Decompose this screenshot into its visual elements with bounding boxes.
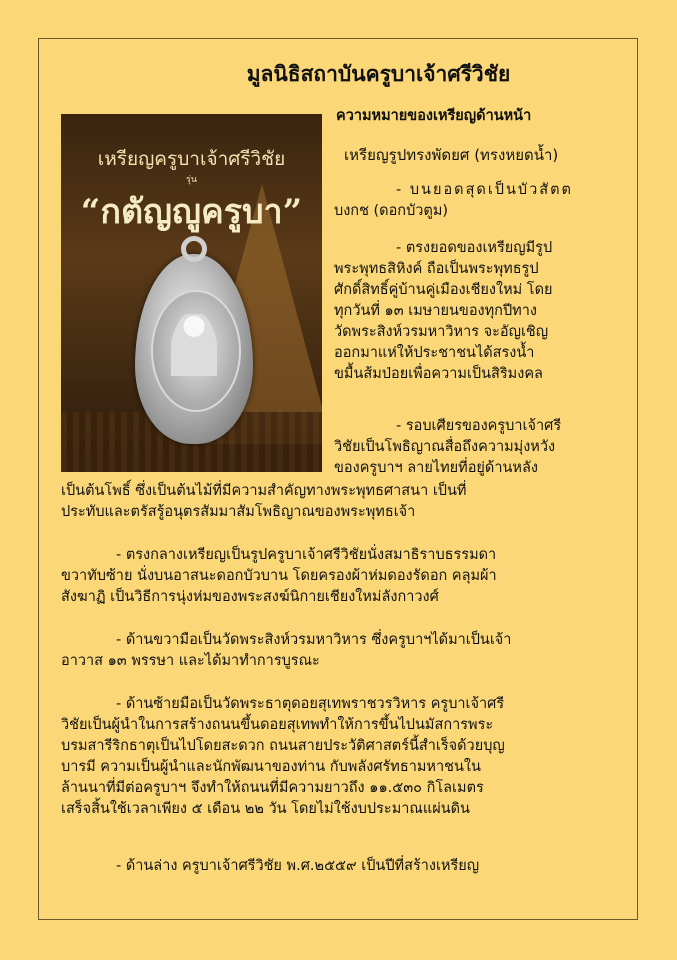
- text-line: ของครูบาฯ ลายไทยที่อยู่ด้านหลัง: [334, 460, 538, 476]
- text-line: ขมื้นส้มป่อยเพื่อความเป็นสิริมงคล: [334, 366, 543, 382]
- text-line: วิชัยเป็นผู้นำในการสร้างถนนขึ้นดอยสุเทพทำให้การขึ้นไปนมัสการพระ: [61, 717, 494, 733]
- text-line: - ด้านล่าง ครูบาเจ้าศรีวิชัย พ.ศ.๒๕๕๙ เป็นปีที่สร้างเหรียญ: [116, 858, 480, 874]
- text-line: - ด้านขวามือเป็นวัดพระสิงห์วรมหาวิหาร ซึ่งครูบาฯได้มาเป็นเจ้า: [116, 632, 512, 648]
- section-subheading: เหรียญรูปทรงพัดยศ (ทรงหยดน้ำ): [344, 146, 559, 164]
- text-line: อาวาส ๑๓ พรรษา และได้มาทำการบูรณะ: [61, 653, 320, 669]
- photo-caption-line2: รุ่น: [186, 175, 197, 185]
- page-title: มูลนิธิสถาบันครูบาเจ้าศรีวิชัย: [246, 62, 511, 86]
- text-line: - ตรงกลางเหรียญเป็นรูปครูบาเจ้าศรีวิชัยนั่งสมาธิราบธรรมดา: [116, 547, 497, 563]
- text-line: ล้านนาที่มีต่อครูบาฯ จึงทำให้ถนนที่มีความยาวถึง ๑๑.๕๓๐ กิโลเมตร: [61, 780, 484, 796]
- text-line: ทุกวันที่ ๑๓ เมษายนของทุกปีทาง: [334, 303, 537, 319]
- text-line: เสร็จสิ้นใช้เวลาเพียง ๕ เดือน ๒๒ วัน โดยไม่ใช้งบประมาณแผ่นดิน: [61, 801, 470, 817]
- photo-caption-line1: เหรียญครูบาเจ้าศรีวิชัย: [97, 148, 286, 170]
- medal-photo: [61, 114, 322, 472]
- text-line: เป็นต้นโพธิ์ ซึ่งเป็นต้นไม้ที่มีความสำคัญทางพระพุทธศาสนา เป็นที่: [61, 483, 467, 499]
- text-line: สังฆาฏิ เป็นวิธีการนุ่งห่มของพระสงฆ์นิกายเชียงใหม่ลังกาวงศ์: [61, 589, 439, 605]
- text-line: วัดพระสิงห์วรมหาวิหาร จะอัญเชิญ: [334, 324, 549, 340]
- text-line: ประทับและตรัสรู้อนุตรสัมมาสัมโพธิญาณของพระพุทธเจ้า: [61, 504, 416, 520]
- text-line: วิชัยเป็นโพธิญาณสื่อถึงความมุ่งหวัง: [334, 439, 556, 455]
- text-line: ศักดิ์สิทธิ์คู่บ้านคู่เมืองเชียงใหม่ โดย: [334, 282, 553, 298]
- text-line: บารมี ความเป็นผู้นำและนักพัฒนาของท่าน กับพลังศรัทธามหาชนใน: [61, 759, 481, 775]
- text-line: บรมสารีริกธาตุเป็นไปโดยสะดวก ถนนสายประวัติศาสตร์นี้สำเร็จด้วยบุญ: [61, 738, 505, 754]
- text-line: - บนยอดสุดเป็นบัวสัตต: [396, 182, 573, 198]
- text-line: ออกมาแห่ให้ประชาชนได้สรงน้ำ: [334, 345, 535, 361]
- section-heading: ความหมายของเหรียญด้านหน้า: [336, 108, 532, 124]
- text-line: - ตรงยอดของเหรียญมีรูป: [396, 240, 553, 256]
- text-line: - ด้านซ้ายมือเป็นวัดพระธาตุดอยสุเทพราชวรวิหาร ครูบาเจ้าศรี: [116, 696, 505, 712]
- medal-ring: [181, 236, 207, 262]
- text-line: ขวาทับซ้าย นั่งบนอาสนะดอกบัวบาน โดยครองผ้าห่มดองรัดอก คลุมผ้า: [61, 568, 497, 584]
- text-line: บงกช (ดอกบัวตูม): [334, 203, 449, 219]
- medal-figure: [171, 314, 217, 376]
- text-line: พระพุทธสิหิงค์ ถือเป็นพระพุทธรูป: [334, 261, 539, 277]
- text-line: - รอบเศียรของครูบาเจ้าศรี: [396, 418, 562, 434]
- photo-caption-line3: “กตัญญูครูบา”: [80, 192, 303, 232]
